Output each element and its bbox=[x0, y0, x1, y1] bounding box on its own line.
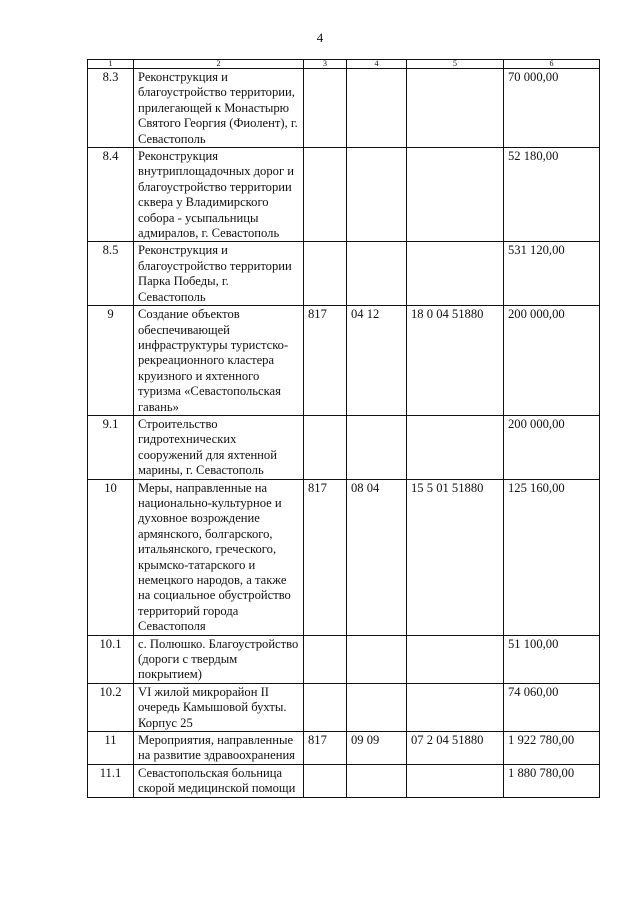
row-amount: 200 000,00 bbox=[504, 306, 600, 416]
row-number: 10.1 bbox=[88, 635, 134, 683]
row-name: Реконструкция и благоустройство территории, прилегающей к Монастырю Святого Георгия (Фиолент), г. Севастополь bbox=[134, 69, 304, 148]
row-column-5 bbox=[407, 415, 504, 479]
table-row bbox=[88, 306, 600, 416]
row-name: Реконструкция и благоустройство территории Парка Победы, г. Севастополь bbox=[134, 242, 304, 306]
row-amount: 70 000,00 bbox=[504, 69, 600, 148]
row-column-5 bbox=[407, 242, 504, 306]
row-column-5 bbox=[407, 148, 504, 242]
row-column-5 bbox=[407, 69, 504, 148]
row-name: VI жилой микрорайон II очередь Камышовой бухты. Корпус 25 bbox=[134, 683, 304, 731]
row-name: Создание объектов обеспечивающей инфраструктуры туристско-рекреационного кластера круизного и яхтенного туризма «Севастопольская гавань» bbox=[134, 306, 304, 416]
row-column-4 bbox=[347, 415, 407, 479]
column-number: 6 bbox=[504, 60, 600, 69]
row-column-5 bbox=[407, 635, 504, 683]
column-number: 3 bbox=[304, 60, 347, 69]
row-column-3 bbox=[304, 69, 347, 148]
row-amount: 1 880 780,00 bbox=[504, 764, 600, 797]
table-row bbox=[88, 732, 600, 765]
row-amount: 200 000,00 bbox=[504, 415, 600, 479]
row-column-5 bbox=[407, 683, 504, 731]
row-column-3 bbox=[304, 415, 347, 479]
row-column-3 bbox=[304, 242, 347, 306]
row-amount: 531 120,00 bbox=[504, 242, 600, 306]
budget-table bbox=[87, 59, 600, 798]
row-number: 8.5 bbox=[88, 242, 134, 306]
table-row bbox=[88, 479, 600, 635]
row-column-3: 817 bbox=[304, 732, 347, 765]
row-column-5: 18 0 04 51880 bbox=[407, 306, 504, 416]
row-amount: 51 100,00 bbox=[504, 635, 600, 683]
row-name: с. Полюшко. Благоустройство (дороги с твердым покрытием) bbox=[134, 635, 304, 683]
row-number: 9 bbox=[88, 306, 134, 416]
table-row bbox=[88, 415, 600, 479]
row-column-3: 817 bbox=[304, 306, 347, 416]
row-column-4 bbox=[347, 148, 407, 242]
table-row bbox=[88, 683, 600, 731]
row-column-5 bbox=[407, 764, 504, 797]
table-row bbox=[88, 764, 600, 797]
row-amount: 125 160,00 bbox=[504, 479, 600, 635]
row-column-4 bbox=[347, 69, 407, 148]
row-column-3 bbox=[304, 635, 347, 683]
table-row bbox=[88, 635, 600, 683]
row-column-4 bbox=[347, 242, 407, 306]
row-amount: 74 060,00 bbox=[504, 683, 600, 731]
row-name: Мероприятия, направленные на развитие здравоохранения bbox=[134, 732, 304, 765]
row-name: Меры, направленные на национально-культурное и духовное возрождение армянского, болгарского, итальянского, греческого, крымско-татарского и немецкого народов, а также на социальное обустройство территорий города Севастополя bbox=[134, 479, 304, 635]
row-column-5: 07 2 04 51880 bbox=[407, 732, 504, 765]
table-row bbox=[88, 148, 600, 242]
row-column-5: 15 5 01 51880 bbox=[407, 479, 504, 635]
row-column-4: 04 12 bbox=[347, 306, 407, 416]
row-name: Строительство гидротехнических сооружений для яхтенной марины, г. Севастополь bbox=[134, 415, 304, 479]
row-column-4 bbox=[347, 635, 407, 683]
row-column-4 bbox=[347, 764, 407, 797]
table-row bbox=[88, 69, 600, 148]
page-number: 4 bbox=[316, 30, 324, 45]
row-number: 9.1 bbox=[88, 415, 134, 479]
row-column-3 bbox=[304, 683, 347, 731]
column-number: 2 bbox=[134, 60, 304, 69]
row-amount: 1 922 780,00 bbox=[504, 732, 600, 765]
column-number: 4 bbox=[347, 60, 407, 69]
row-column-3: 817 bbox=[304, 479, 347, 635]
column-number-row bbox=[88, 60, 600, 69]
row-amount: 52 180,00 bbox=[504, 148, 600, 242]
row-column-4: 09 09 bbox=[347, 732, 407, 765]
column-number: 5 bbox=[407, 60, 504, 69]
table-row bbox=[88, 242, 600, 306]
column-number: 1 bbox=[88, 60, 134, 69]
row-number: 11 bbox=[88, 732, 134, 765]
row-number: 8.4 bbox=[88, 148, 134, 242]
row-number: 10 bbox=[88, 479, 134, 635]
row-name: Реконструкция внутриплощадочных дорог и благоустройство территории сквера у Владимирского собора - усыпальницы адмиралов, г. Севастополь bbox=[134, 148, 304, 242]
row-column-4: 08 04 bbox=[347, 479, 407, 635]
row-number: 11.1 bbox=[88, 764, 134, 797]
row-name: Севастопольская больница скорой медицинской помощи bbox=[134, 764, 304, 797]
row-number: 8.3 bbox=[88, 69, 134, 148]
row-column-3 bbox=[304, 148, 347, 242]
row-column-4 bbox=[347, 683, 407, 731]
row-column-3 bbox=[304, 764, 347, 797]
row-number: 10.2 bbox=[88, 683, 134, 731]
